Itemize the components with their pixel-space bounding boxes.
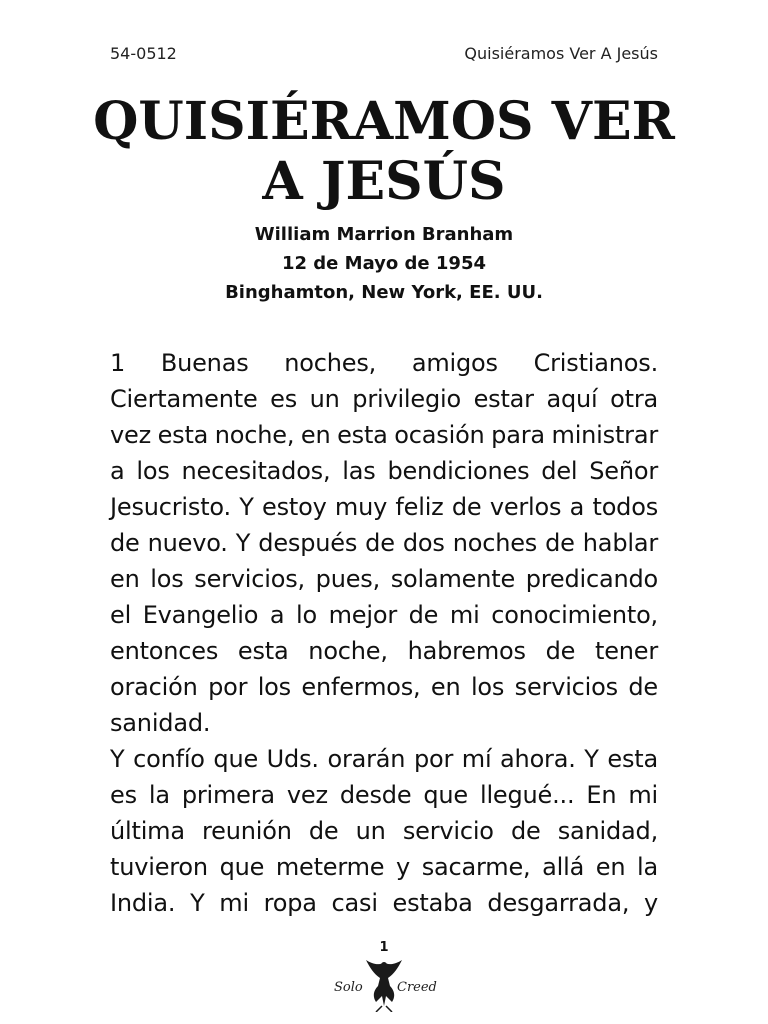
publisher-logo (324, 956, 444, 1014)
logo-word-left: Solo (334, 980, 363, 995)
paragraph-1: 1 Buenas noches, amigos Cristianos. Ciertamente es un privilegio estar aquí otra vez esta noche, en esta ocasión para ministrar a los necesitados, las bendiciones del Señor Jesucristo. Y estoy muy feliz de verlos a todos de nuevo. Y después de dos noches de hablar en los servicios, pues, solamente predicando el Evangelio a lo mejor de mi conocimiento, entonces esta noche, habremos de tener oración por los enfermos, en los servicios de sanidad. (110, 349, 658, 737)
author-name: William Marrion Branham (254, 224, 514, 245)
body-text (110, 345, 658, 921)
doc-code: 54-0512 (110, 44, 177, 63)
running-title: Quisiéramos Ver A Jesús (464, 44, 658, 63)
sermon-location: Binghamton, New York, EE. UU. (225, 282, 543, 303)
sermon-meta (0, 220, 768, 307)
paragraph-2: Y confío que Uds. orarán por mí ahora. Y esta es la primera vez desde que llegué... En mi última reunión de un servicio de sanidad, tuvieron que meterme y sacarme, allá en la India. Y mi ropa casi estaba desgarrada, y (110, 745, 658, 917)
running-header (110, 44, 658, 63)
document-title (0, 92, 768, 212)
page-number: 1 (379, 940, 389, 955)
title-line-1: QUISIÉRAMOS VER (93, 91, 675, 152)
sermon-date: 12 de Mayo de 1954 (281, 253, 486, 274)
logo-word-right: Creed (397, 980, 437, 995)
title-line-2: A JESÚS (262, 151, 506, 212)
